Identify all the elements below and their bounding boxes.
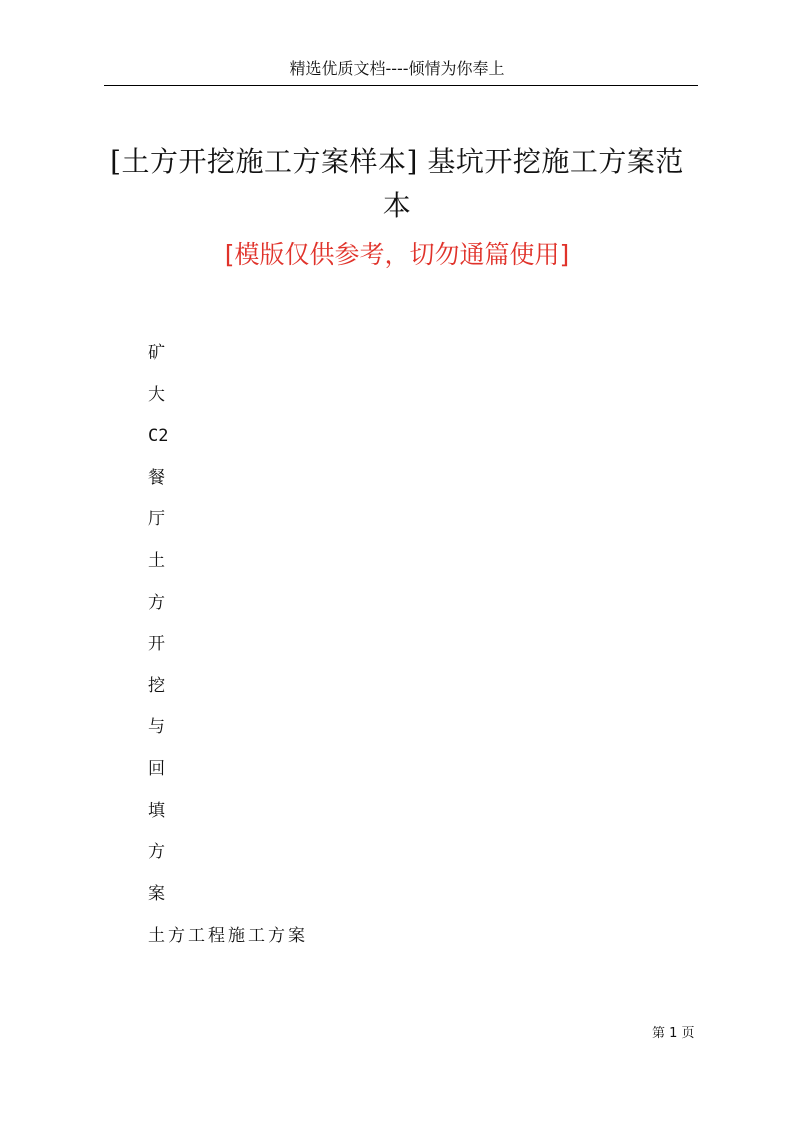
vertical-char: 与 — [148, 717, 165, 738]
vertical-char: 案 — [148, 883, 165, 904]
vertical-char: 开 — [148, 634, 165, 655]
vertical-text-column — [148, 340, 168, 922]
vertical-char: 土 — [148, 550, 165, 571]
vertical-char: 挖 — [148, 675, 165, 696]
page-header: 精选优质文档----倾情为你奉上 — [289, 59, 505, 78]
vertical-char: 方 — [148, 842, 165, 863]
vertical-char: 填 — [148, 800, 165, 821]
body-paragraph: 土方工程施工方案 — [148, 926, 308, 946]
vertical-char: 厅 — [148, 509, 165, 530]
vertical-char: 回 — [148, 758, 165, 779]
header-divider — [104, 85, 698, 86]
page-number: 第 1 页 — [652, 1026, 695, 1041]
document-title: [土方开挖施工方案样本] 基坑开挖施工方案范本 — [110, 145, 684, 222]
vertical-char: 矿 — [148, 343, 165, 363]
document-subtitle: [模版仅供参考，切勿通篇使用] — [224, 240, 570, 269]
vertical-char: 大 — [148, 384, 165, 405]
vertical-char: 餐 — [148, 467, 165, 488]
vertical-char: C2 — [148, 426, 169, 447]
vertical-char: 方 — [148, 592, 165, 613]
